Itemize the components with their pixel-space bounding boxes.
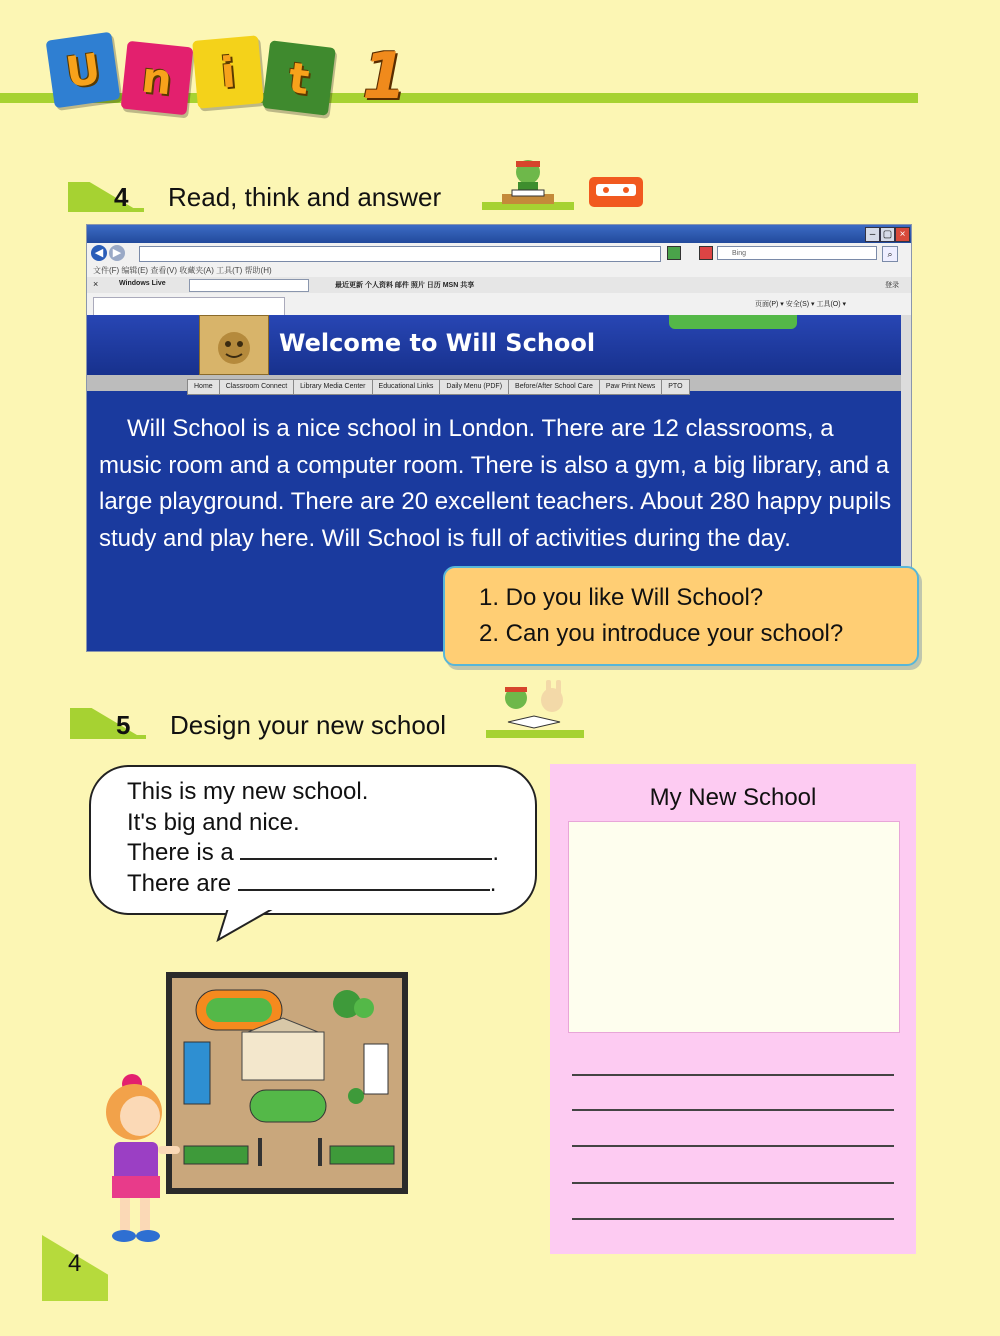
cassette-audio-icon[interactable] [588,176,644,208]
live-search-input[interactable] [189,279,309,292]
search-icon[interactable]: ⌕ [882,246,898,262]
nav-link[interactable]: Library Media Center [293,379,372,395]
drawing-area[interactable] [568,821,900,1033]
page-number: 4 [68,1250,82,1277]
bubble-text [127,777,499,899]
section-5-tab [70,708,142,738]
stop-icon[interactable] [699,246,713,260]
toolbar-close-icon[interactable]: × [93,279,99,289]
school-map-ground [172,978,402,1188]
bubble-line-4-end: . [489,869,497,897]
bubble-line-2: It's big and nice. [127,808,300,836]
menu-bar[interactable]: 文件(F) 编辑(E) 查看(V) 收藏夹(A) 工具(T) 帮助(H) [87,265,912,277]
questions-box [443,566,919,666]
nav-link[interactable]: Before/After School Care [508,379,600,395]
browser-titlebar [87,225,911,243]
nav-link[interactable]: PTO [661,379,689,395]
website-nav [87,375,901,391]
section-5-underline [70,735,146,739]
windows-live-label: Windows Live [119,280,166,287]
live-toolbar [87,277,911,293]
unit-letter: i [218,46,238,98]
website-green-tab [669,315,797,329]
maximize-icon[interactable]: ▢ [880,227,895,242]
wildcats-logo [199,315,269,375]
bubble-line-4-prefix: There are [127,869,232,897]
unit-letter-tile [192,35,264,108]
website-banner [87,315,901,375]
unit-letter-tile [262,40,336,116]
fill-blank-2[interactable] [238,869,490,891]
writing-line[interactable] [572,1182,894,1184]
section-5-title: Design your new school [170,710,447,740]
speech-bubble-tail [214,908,284,944]
live-login-link[interactable]: 登录 [885,282,899,289]
unit-number: 1 [362,40,407,114]
bubble-line-3-prefix: There is a [127,839,234,866]
fill-blank-1[interactable] [240,838,492,860]
bubble-line-3 [127,838,499,869]
forward-icon[interactable]: ▶ [109,245,125,261]
writing-line[interactable] [572,1109,894,1111]
nav-link[interactable]: Home [187,379,220,395]
section-4-underline [68,208,144,212]
school-map [166,972,408,1194]
command-bar [87,293,911,315]
bubble-line-4 [127,869,499,900]
nav-link[interactable]: Paw Print News [599,379,662,395]
unit-letter: n [139,52,175,104]
school-description: Will School is a nice school in London. There are 12 classrooms, a music room and a computer room. There is also a gym, a big library, and a large playground. There are 20 excellent teachers. About 280 happy pupils study and play here. Will School is full of activities during the day. [99,415,892,552]
close-icon[interactable]: × [895,227,910,242]
bubble-line-1: This is my new school. [127,778,369,805]
nav-link[interactable]: Educational Links [372,379,441,395]
back-icon[interactable]: ◀ [91,245,107,261]
question-1: 1. Do you like Will School? [479,584,764,611]
girl-illustration [94,1068,184,1252]
panel-title: My New School [649,784,817,811]
browser-tab[interactable] [93,297,285,316]
address-bar-row [87,243,911,265]
students-reading-icon [486,678,584,740]
design-panel [550,764,916,1254]
search-input[interactable]: Bing [717,246,877,260]
website-title: Welcome to Will School [279,329,596,357]
address-input[interactable] [139,246,661,262]
nav-link[interactable]: Classroom Connect [219,379,294,395]
minimize-icon[interactable]: – [865,227,880,242]
unit-letter-tile [121,41,194,116]
unit-letter: U [62,43,104,97]
refresh-icon[interactable] [667,246,681,260]
speech-bubble [89,765,537,915]
section-4-number: 4 [114,182,129,212]
question-2: 2. Can you introduce your school? [479,620,844,647]
reading-student-icon [482,156,574,212]
website-nav-items [187,375,689,395]
unit-letter: t [286,52,312,104]
writing-line[interactable] [572,1074,894,1076]
nav-link[interactable]: Daily Menu (PDF) [439,379,509,395]
command-bar-items[interactable]: 页面(P) ▾ 安全(S) ▾ 工具(O) ▾ [755,301,847,308]
section-4-title: Read, think and answer [168,182,442,212]
writing-line[interactable] [572,1218,894,1220]
section-5-number: 5 [116,710,131,740]
bubble-line-3-end: . [492,839,500,866]
live-toolbar-items[interactable]: 最近更新 个人资料 邮件 照片 日历 MSN 共享 [335,282,475,289]
unit-letter-tile [46,32,121,109]
writing-line[interactable] [572,1145,894,1147]
